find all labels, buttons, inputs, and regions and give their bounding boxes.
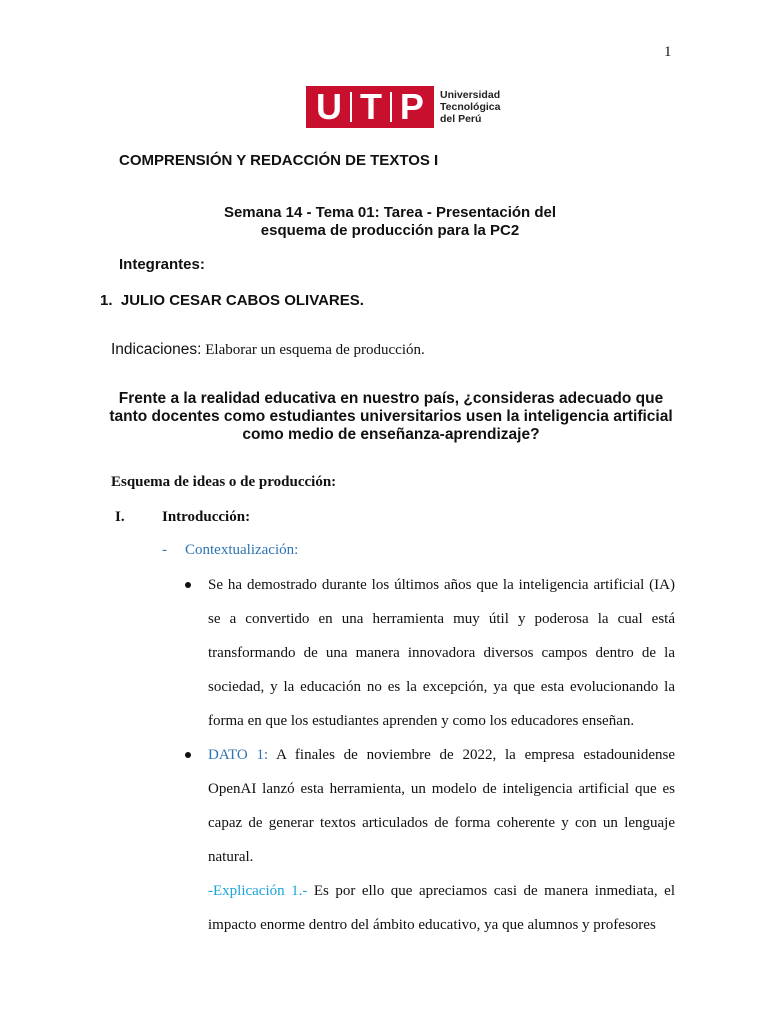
question-line-3: como medio de enseñanza-aprendizaje? xyxy=(242,426,540,443)
week-title xyxy=(190,204,590,240)
bullet-list xyxy=(185,568,675,942)
logo-letter-t: T xyxy=(359,86,382,127)
logo-separator xyxy=(390,92,392,122)
explanation-text: Es por ello que apreciamos casi de manera inmediata, el impacto enorme dentro del ámbito educativo, ya que alumnos y profesores xyxy=(208,883,675,933)
member-number: 1. xyxy=(100,292,113,309)
essay-question xyxy=(96,390,686,444)
logo-text xyxy=(440,89,500,125)
bullet-icon xyxy=(185,752,191,758)
logo-letter-p: P xyxy=(399,86,424,127)
bullet-text: A finales de noviembre de 2022, la empresa estadounidense OpenAI lanzó esta herramienta, un modelo de inteligencia artificial que es capaz de generar textos articulados de forma coherente y con un lenguaje natural. xyxy=(208,747,676,865)
indications xyxy=(111,341,425,359)
member-item xyxy=(100,292,364,309)
logo-line-1: Universidad xyxy=(440,89,501,101)
logo-letter-u: U xyxy=(315,86,342,127)
page-number: 1 xyxy=(664,44,672,60)
bullet-item xyxy=(185,738,675,874)
question-line-1: Frente a la realidad educativa en nuestro país, ¿consideras adecuado que xyxy=(118,390,664,407)
section-number: I. xyxy=(115,509,125,525)
week-title-line-1: Semana 14 - Tema 01: Tarea - Presentación del xyxy=(223,204,557,221)
indications-text: Elaborar un esquema de producción. xyxy=(205,342,425,358)
logo-separator xyxy=(350,92,352,122)
course-title: COMPRENSIÓN Y REDACCIÓN DE TEXTOS I xyxy=(119,152,439,169)
question-line-2: tanto docentes como estudiantes universitarios usen la inteligencia artificial xyxy=(109,408,673,425)
utp-logo xyxy=(306,86,500,128)
schema-title: Esquema de ideas o de producción: xyxy=(111,474,337,490)
explanation xyxy=(185,874,675,942)
explanation-label: -Explicación 1.- xyxy=(208,883,308,899)
section-title: Introducción: xyxy=(162,509,251,525)
member-name: JULIO CESAR CABOS OLIVARES. xyxy=(120,292,364,309)
logo-line-3: del Perú xyxy=(440,113,482,125)
members-label: Integrantes: xyxy=(119,256,205,273)
week-title-line-2: esquema de producción para la PC2 xyxy=(260,222,520,239)
subsection-dash: - xyxy=(162,542,167,558)
bullet-label: DATO 1: xyxy=(208,747,269,763)
subsection-title: Contextualización: xyxy=(185,542,299,558)
logo-line-2: Tecnológica xyxy=(440,101,501,113)
bullet-item xyxy=(185,568,675,738)
bullet-text: Se ha demostrado durante los últimos años que la inteligencia artificial (IA) se a convertido en una herramienta muy útil y poderosa la cual está transformando de una manera innovadora diversos campos dentro de la sociedad, y la educación no es la excepción, ya que esta evolucionando la forma en que los estudiantes aprenden y como los educadores enseñan. xyxy=(208,577,675,729)
indications-label: Indicaciones: xyxy=(111,341,202,358)
logo-red-box xyxy=(306,86,434,128)
bullet-icon xyxy=(185,582,191,588)
